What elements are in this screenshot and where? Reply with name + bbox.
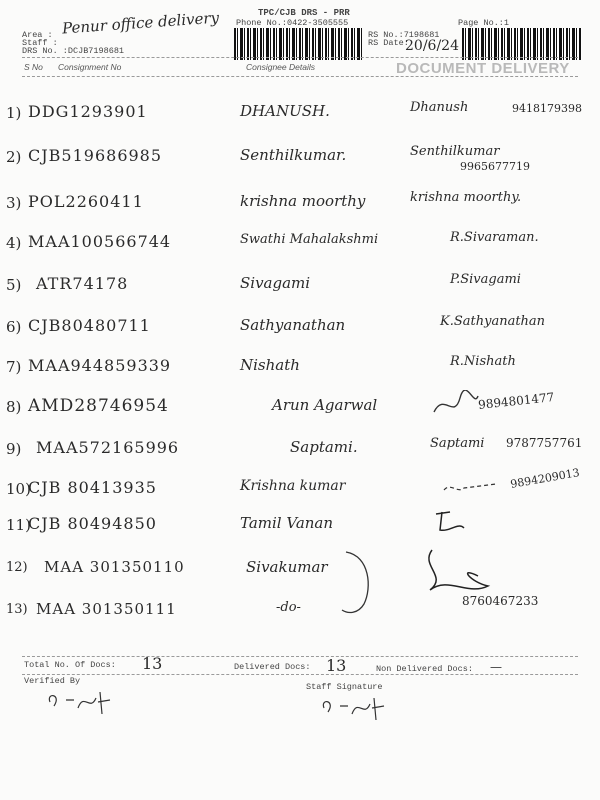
row-consignment: CJB80480711 xyxy=(28,316,151,335)
phone-number: Phone No.:0422-3505555 xyxy=(236,18,349,28)
row-consignment: MAA 301350110 xyxy=(44,558,185,576)
row-consignee: DHANUSH. xyxy=(240,102,330,120)
row-receiver: R.Sivaraman. xyxy=(450,230,539,245)
rs-date-value: 20/6/24 xyxy=(405,38,459,54)
list-item xyxy=(0,268,600,304)
document-delivery-stamp: DOCUMENT DELIVERY xyxy=(396,60,570,77)
drs-number: DRS No. :DCJB7198681 xyxy=(22,46,125,56)
staff-signature-image xyxy=(318,694,398,724)
row-sno: 3) xyxy=(6,194,22,212)
row-receiver: Dhanush xyxy=(410,100,469,115)
row-sno: 2) xyxy=(6,148,22,166)
list-item xyxy=(0,186,600,222)
col-sno-header: S No xyxy=(24,62,43,72)
total-docs-label: Total No. Of Docs: xyxy=(24,660,116,670)
row-consignee: Sathyanathan xyxy=(240,316,346,334)
row-receiver: krishna moorthy. xyxy=(410,190,522,205)
list-item xyxy=(0,350,600,386)
row-phone: 9965677719 xyxy=(460,160,530,173)
row-consignment: MAA572165996 xyxy=(36,438,180,457)
row-phone: 8760467233 xyxy=(462,594,539,608)
row-sno: 11) xyxy=(6,516,31,534)
list-item xyxy=(0,594,600,630)
row-phone: 9894209013 xyxy=(509,466,581,491)
row-consignee: Krishna kumar xyxy=(240,478,346,494)
row-consignment: CJB 80413935 xyxy=(28,478,157,497)
signature-image xyxy=(430,390,480,420)
staff-signature-label: Staff Signature xyxy=(306,682,383,692)
rs-date-label: RS Date: xyxy=(368,38,409,48)
header-divider-top xyxy=(22,57,578,58)
row-sno: 9) xyxy=(6,440,22,458)
row-sno: 12) xyxy=(6,560,28,575)
footer-divider-bottom xyxy=(22,674,578,675)
row-consignment: MAA 301350111 xyxy=(36,600,177,618)
row-consignment: AMD28746954 xyxy=(28,396,169,416)
row-consignee: krishna moorthy xyxy=(240,192,366,210)
list-item xyxy=(0,432,600,468)
list-item xyxy=(0,466,600,508)
signature-image xyxy=(430,508,470,536)
row-consignment: CJB519686985 xyxy=(28,146,163,165)
delivered-docs-label: Delivered Docs: xyxy=(234,662,311,672)
row-consignee: Swathi Mahalakshmi xyxy=(240,232,379,247)
row-consignment: MAA944859339 xyxy=(28,356,172,375)
row-consignee: Arun Agarwal xyxy=(272,396,378,414)
list-item xyxy=(0,390,600,426)
page-number: Page No.:1 xyxy=(458,18,510,28)
delivered-docs-value: 13 xyxy=(326,656,347,675)
col-consignee-header: Consignee Details xyxy=(246,62,315,72)
list-item xyxy=(0,226,600,262)
row-receiver: Saptami xyxy=(430,436,485,451)
row-sno: 10) xyxy=(6,480,31,498)
row-consignment: POL2260411 xyxy=(28,192,144,211)
total-docs-value: 13 xyxy=(142,654,163,673)
row-receiver: R.Nishath xyxy=(450,354,516,369)
row-consignee: Nishath xyxy=(240,356,300,374)
row-consignment: MAA100566744 xyxy=(28,232,172,251)
row-consignee: Senthilkumar. xyxy=(240,146,347,164)
verified-by-label: Verified By xyxy=(24,676,81,686)
row-consignee: Saptami. xyxy=(290,438,358,456)
row-consignment: DDG1293901 xyxy=(28,102,148,121)
list-item xyxy=(0,140,600,176)
row-consignment: CJB 80494850 xyxy=(28,514,157,533)
row-phone: 9894801477 xyxy=(477,390,555,412)
row-consignee: -do- xyxy=(276,600,301,615)
row-sno: 8) xyxy=(6,398,22,416)
row-consignment: ATR74178 xyxy=(36,274,129,293)
row-phone: 9418179398 xyxy=(512,102,582,115)
list-item xyxy=(0,310,600,346)
row-receiver: Senthilkumar xyxy=(410,144,500,159)
row-receiver: K.Sathyanathan xyxy=(440,314,546,329)
row-sno: 7) xyxy=(6,358,22,376)
row-receiver: P.Sivagami xyxy=(450,272,521,287)
row-sno: 6) xyxy=(6,318,22,336)
list-item xyxy=(0,552,600,588)
rs-number: RS No.:7198681 xyxy=(368,30,440,40)
barcode-left xyxy=(234,28,362,60)
document-title: TPC/CJB DRS - PRR xyxy=(258,8,350,18)
row-sno: 4) xyxy=(6,234,22,252)
row-consignee: Sivagami xyxy=(240,274,311,292)
list-item xyxy=(0,508,600,544)
non-delivered-docs-value: — xyxy=(490,660,502,674)
list-item xyxy=(0,96,600,132)
footer-divider-top xyxy=(22,656,578,657)
header-divider-bottom xyxy=(22,76,578,77)
non-delivered-docs-label: Non Delivered Docs: xyxy=(376,664,473,674)
row-sno: 1) xyxy=(6,104,22,122)
staff-label: Staff : xyxy=(22,38,58,48)
row-sno: 13) xyxy=(6,602,28,617)
bracket-mark xyxy=(340,548,380,618)
area-value: Penur office delivery xyxy=(61,8,220,38)
area-label: Area : xyxy=(22,30,53,40)
col-consignment-header: Consignment No xyxy=(58,62,122,72)
verifier-signature-image xyxy=(44,688,124,718)
signature-image xyxy=(440,478,500,498)
row-consignee: Tamil Vanan xyxy=(240,514,334,532)
barcode-right xyxy=(462,28,582,60)
row-phone: 9787757761 xyxy=(506,436,583,450)
row-sno: 5) xyxy=(6,276,22,294)
row-consignee: Sivakumar xyxy=(246,558,328,576)
